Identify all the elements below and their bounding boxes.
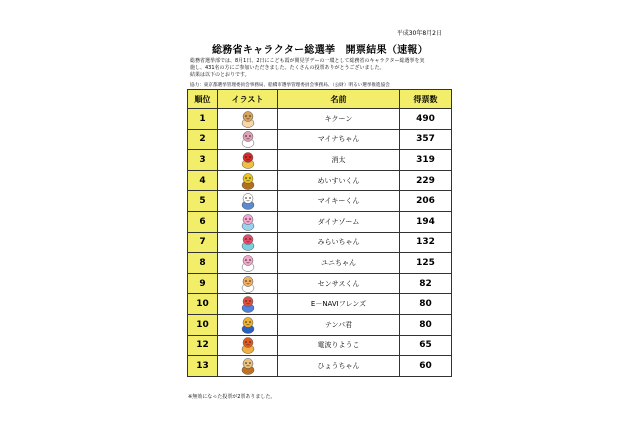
illustration-cell <box>218 211 278 232</box>
votes-cell: 65 <box>400 335 452 356</box>
table-header-row <box>188 90 452 109</box>
illustration-cell <box>218 109 278 130</box>
census-mascot-icon <box>237 275 259 293</box>
table-row <box>188 129 452 150</box>
table-row <box>188 232 452 253</box>
yellow-mascot-icon <box>237 172 259 190</box>
header-rank: 順位 <box>188 90 218 109</box>
illustration-cell <box>218 314 278 335</box>
illustration-cell <box>218 150 278 171</box>
name-cell: マイナちゃん <box>278 129 400 150</box>
name-cell: 消太 <box>278 150 400 171</box>
results-body <box>188 109 452 377</box>
white-rabbit-mascot-icon <box>237 130 259 148</box>
votes-cell: 132 <box>400 232 452 253</box>
header-illustration: イラスト <box>218 90 278 109</box>
white-dog-mascot-icon <box>237 192 259 210</box>
table-row <box>188 253 452 274</box>
votes-cell: 80 <box>400 294 452 315</box>
table-row <box>188 294 452 315</box>
illustration-cell <box>218 356 278 377</box>
table-row <box>188 170 452 191</box>
table-row <box>188 314 452 335</box>
name-cell: マイキーくん <box>278 191 400 212</box>
rank-cell: 1 <box>188 109 218 130</box>
rank-cell: 8 <box>188 253 218 274</box>
leopard-mascot-icon <box>237 357 259 375</box>
votes-cell: 206 <box>400 191 452 212</box>
girl-mascot-icon <box>237 233 259 251</box>
table-row <box>188 273 452 294</box>
results-table <box>187 89 452 377</box>
footnote: ※無効になった投票が2票ありました。 <box>188 394 276 400</box>
page-title: 総務省キャラクター総選挙 開票結果（速報） <box>211 45 429 56</box>
rank-cell: 6 <box>188 211 218 232</box>
illustration-cell <box>218 253 278 274</box>
rank-cell: 10 <box>188 294 218 315</box>
table-row <box>188 109 452 130</box>
name-cell: ダイナゾーム <box>278 211 400 232</box>
rank-cell: 10 <box>188 314 218 335</box>
table-row <box>188 150 452 171</box>
dinosaur-mascot-icon <box>237 213 259 231</box>
pink-rabbit-mascot-icon <box>237 254 259 272</box>
name-cell: ひょうちゃん <box>278 356 400 377</box>
orange-mascot-icon <box>237 336 259 354</box>
votes-cell: 194 <box>400 211 452 232</box>
votes-cell: 82 <box>400 273 452 294</box>
name-cell: めいすいくん <box>278 170 400 191</box>
rabbit-mascot-icon <box>237 110 259 128</box>
intro-paragraph <box>190 58 452 79</box>
votes-cell: 80 <box>400 314 452 335</box>
table-row <box>188 191 452 212</box>
votes-cell: 490 <box>400 109 452 130</box>
name-cell: キクーン <box>278 109 400 130</box>
name-cell: E－NAVIフレンズ <box>278 294 400 315</box>
illustration-cell <box>218 273 278 294</box>
cooperation-credit: 協力：東京都選挙管理委員会事務局、船橋市選挙管理委員会事務局、（公財）明るい選挙推進協会 <box>190 83 390 88</box>
name-cell: センサスくん <box>278 273 400 294</box>
rank-cell: 3 <box>188 150 218 171</box>
rank-cell: 7 <box>188 232 218 253</box>
illustration-cell <box>218 232 278 253</box>
header-name: 名前 <box>278 90 400 109</box>
votes-cell: 319 <box>400 150 452 171</box>
rank-cell: 5 <box>188 191 218 212</box>
votes-cell: 60 <box>400 356 452 377</box>
name-cell: 電波りようこ <box>278 335 400 356</box>
intro-line-3: 結果は以下のとおりです。 <box>190 72 250 78</box>
rank-cell: 4 <box>188 170 218 191</box>
votes-cell: 229 <box>400 170 452 191</box>
intro-line-1: 総務省選挙部では、8月1日、2日にこども霞が関見学デーの一環として総務省のキャラクター総選挙を実 <box>190 58 425 64</box>
name-cell: みらいちゃん <box>278 232 400 253</box>
rank-cell: 9 <box>188 273 218 294</box>
illustration-cell <box>218 294 278 315</box>
votes-cell: 125 <box>400 253 452 274</box>
friends-group-mascot-icon <box>237 295 259 313</box>
illustration-cell <box>218 335 278 356</box>
radio-wave-mascot-icon <box>237 316 259 334</box>
table-row <box>188 356 452 377</box>
name-cell: ユニちゃん <box>278 253 400 274</box>
votes-cell: 357 <box>400 129 452 150</box>
header-votes: 得票数 <box>400 90 452 109</box>
document-date: 平成30年8月2日 <box>396 30 442 37</box>
illustration-cell <box>218 129 278 150</box>
table-row <box>188 335 452 356</box>
rank-cell: 13 <box>188 356 218 377</box>
intro-line-2: 施し、431名の方にご参加いただきました。たくさんの投票ありがとうございました。 <box>190 65 385 71</box>
illustration-cell <box>218 170 278 191</box>
name-cell: テンパ君 <box>278 314 400 335</box>
table-row <box>188 211 452 232</box>
firefighter-mascot-icon <box>237 151 259 169</box>
rank-cell: 2 <box>188 129 218 150</box>
rank-cell: 12 <box>188 335 218 356</box>
illustration-cell <box>218 191 278 212</box>
